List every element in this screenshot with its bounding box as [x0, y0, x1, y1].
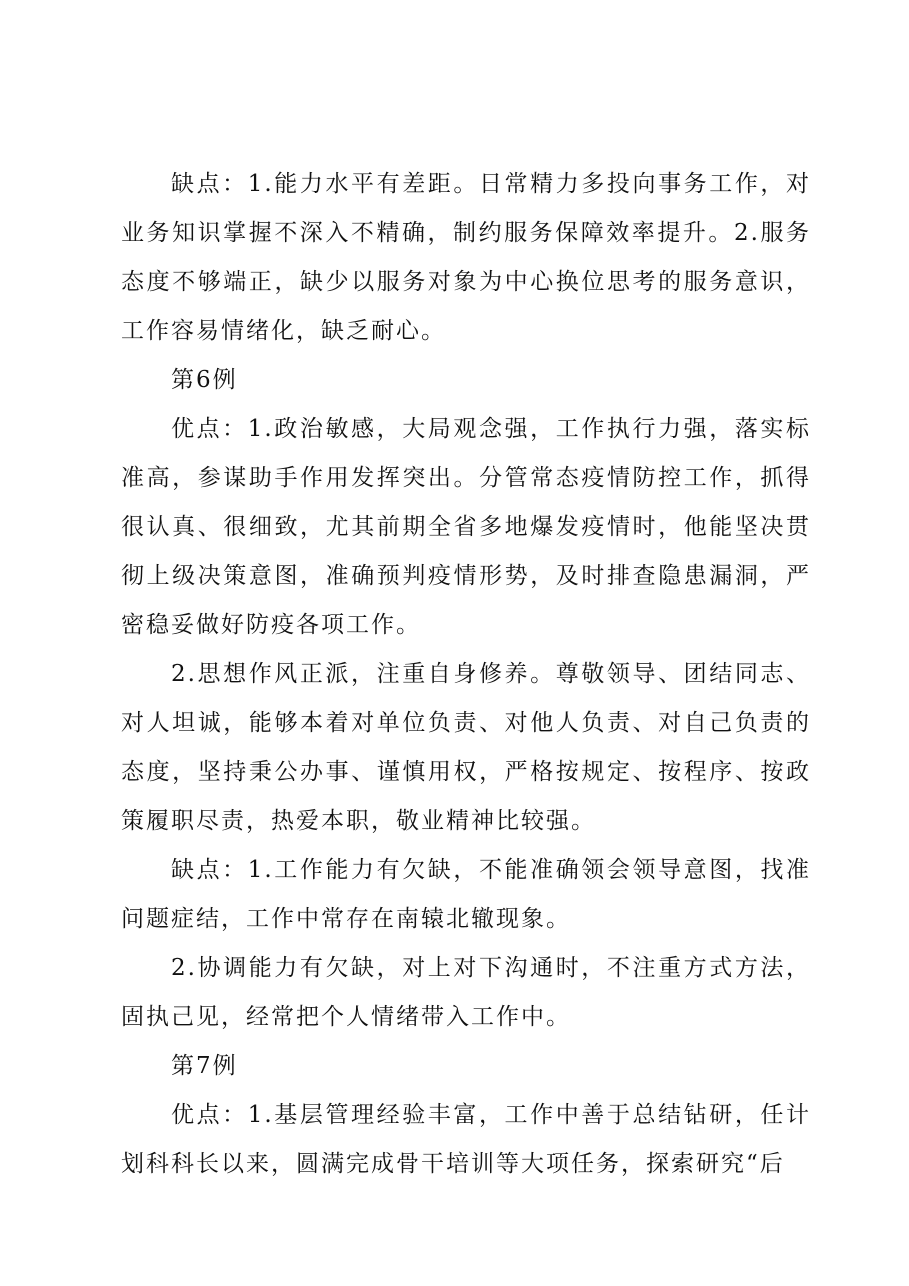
example-7-heading: 第7例 — [171, 1053, 238, 1079]
paragraph-strengths-7-1: 优点：1.基层管理经验丰富，工作中善于总结钻研，任计划科科长以来，圆满完成骨干培训等大项任务，探索研究“后 — [121, 1102, 811, 1177]
paragraph-strengths-6-1: 优点：1.政治敏感，大局观念强，工作执行力强，落实标准高，参谋助手作用发挥突出。分管常态疫情防控工作，抓得很认真、很细致，尤其前期全省多地爆发疫情时，他能坚决贯彻上级决策意图，准确预判疫情形势，及时排查隐患漏洞，严密稳妥做好防疫各项工作。 — [121, 416, 811, 638]
paragraph-strengths-6-2: 2.思想作风正派，注重自身修养。尊敬领导、团结同志、对人坦诚，能够本着对单位负责、对他人负责、对自己负责的态度，坚持秉公办事、谨慎用权，严格按规定、按程序、按政策履职尽责，热爱本职，敬业精神比较强。 — [121, 661, 811, 834]
paragraph-shortcomings-6-1: 缺点：1.工作能力有欠缺，不能准确领会领导意图，找准问题症结，工作中常存在南辕北辙现象。 — [121, 857, 811, 932]
paragraph-shortcomings-6-2: 2.协调能力有欠缺，对上对下沟通时，不注重方式方法，固执己见，经常把个人情绪带入工作中。 — [121, 955, 811, 1030]
paragraph-shortcomings-5: 缺点：1.能力水平有差距。日常精力多投向事务工作，对业务知识掌握不深入不精确，制约服务保障效率提升。2.服务态度不够端正，缺少以服务对象为中心换位思考的服务意识，工作容易情绪化，缺乏耐心。 — [121, 171, 811, 344]
example-6-heading: 第6例 — [171, 367, 238, 393]
document-body — [121, 160, 811, 1189]
